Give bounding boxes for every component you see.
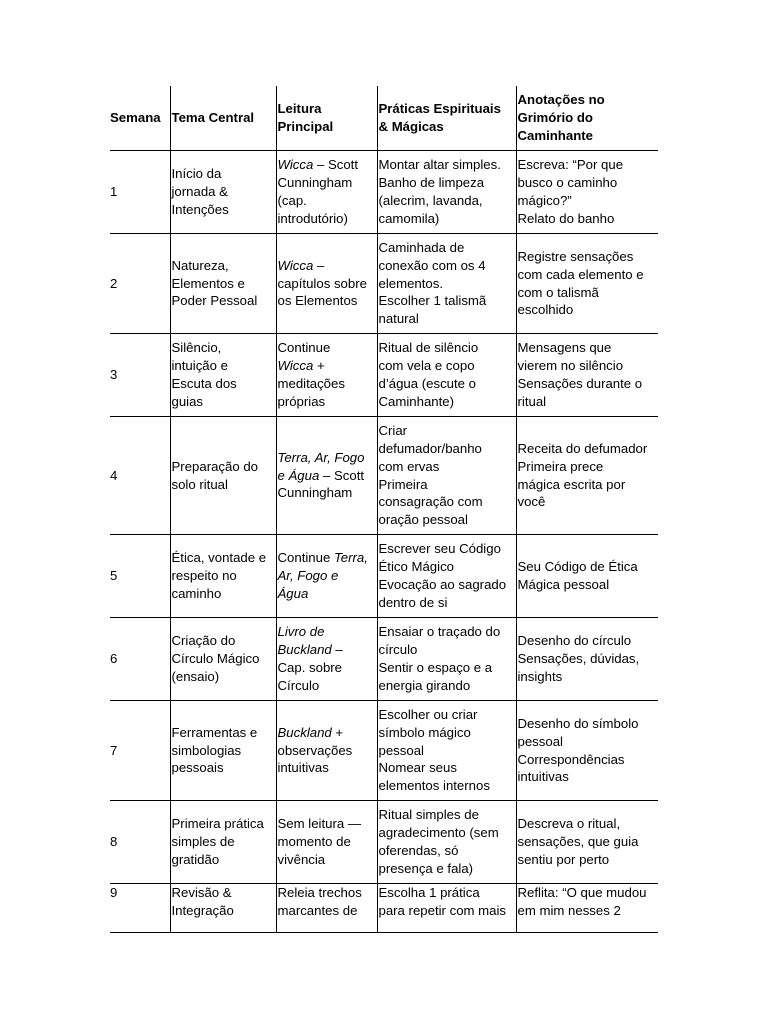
cell-anotacoes-line: Registre sensações bbox=[517, 248, 634, 264]
cell-leitura-line bbox=[278, 567, 377, 585]
reading-text: capítulos sobre bbox=[277, 275, 367, 291]
book-title-text: Ar, Fogo e bbox=[277, 568, 339, 584]
weekly-plan-table bbox=[110, 86, 658, 933]
reading-text: meditações bbox=[277, 376, 345, 391]
cell-praticas-line: Banho de limpeza bbox=[378, 175, 485, 191]
cell-leitura-line bbox=[278, 339, 377, 357]
cell-anotacoes-line: Reflita: “O que mudou bbox=[517, 885, 647, 900]
cell-anotacoes-line: Descreva o ritual, bbox=[517, 816, 621, 832]
cell-praticas-line: Ritual de silêncio bbox=[378, 340, 479, 356]
cell-leitura-line bbox=[278, 659, 377, 677]
book-title-text: Buckland bbox=[277, 724, 332, 740]
cell-tema bbox=[170, 535, 276, 618]
cell-leitura-line bbox=[278, 210, 377, 228]
cell-praticas-line: agradecimento (sem bbox=[378, 825, 499, 841]
cell-anotacoes-line: com cada elemento e bbox=[517, 266, 644, 282]
cell-praticas-line: Evocação ao sagrado bbox=[378, 577, 507, 592]
cell-anotacoes bbox=[516, 618, 658, 701]
cell-leitura-line bbox=[278, 585, 377, 603]
cell-semana: 1 bbox=[110, 151, 170, 234]
cell-leitura-line bbox=[278, 549, 377, 567]
cell-praticas-line: defumador/banho bbox=[378, 440, 482, 456]
cell-semana: 4 bbox=[110, 417, 170, 535]
cell-praticas-line: Nomear seus bbox=[378, 760, 457, 776]
cell-tema-line: guias bbox=[171, 393, 204, 409]
cell-leitura-line bbox=[278, 759, 377, 777]
cell-praticas bbox=[377, 334, 516, 417]
cell-tema-line: jornada & bbox=[171, 184, 228, 200]
cell-anotacoes bbox=[516, 334, 658, 417]
cell-praticas-line: Montar altar simples. bbox=[378, 157, 501, 173]
cell-praticas-line: d’água (escute o bbox=[378, 376, 477, 391]
book-title-text: Buckland bbox=[277, 642, 332, 658]
cell-leitura bbox=[276, 535, 377, 618]
cell-praticas bbox=[377, 801, 516, 884]
cell-praticas-line: conexão com os 4 bbox=[378, 257, 486, 273]
cell-anotacoes-line: escolhido bbox=[517, 302, 574, 318]
reading-text: Continue bbox=[277, 340, 331, 356]
reading-text: (cap. bbox=[277, 193, 307, 208]
cell-anotacoes-line: Mágica pessoal bbox=[517, 577, 610, 592]
book-title-text: e Água bbox=[277, 467, 320, 483]
header-anotacoes: Anotações no Grimório do Caminhante bbox=[516, 86, 658, 151]
cell-semana: 5 bbox=[110, 535, 170, 618]
cell-anotacoes bbox=[516, 234, 658, 334]
cell-anotacoes-line: Desenho do círculo bbox=[517, 633, 632, 649]
cell-leitura bbox=[276, 618, 377, 701]
reading-text: os Elementos bbox=[277, 293, 358, 309]
cell-tema-line: Elementos e bbox=[171, 275, 245, 291]
cell-tema bbox=[170, 701, 276, 801]
cell-praticas-line: oferendas, só bbox=[378, 843, 459, 858]
cell-tema bbox=[170, 417, 276, 535]
cell-anotacoes-line: mágico?” bbox=[517, 193, 572, 208]
reading-text: Cap. sobre bbox=[277, 660, 343, 675]
reading-text: intuitivas bbox=[277, 760, 329, 776]
cell-praticas-line: Ético Mágico bbox=[378, 559, 454, 575]
cell-anotacoes-line: Primeira prece bbox=[517, 458, 604, 474]
cell-praticas-line: camomila) bbox=[378, 210, 440, 226]
cell-leitura bbox=[276, 234, 377, 334]
cell-leitura-line bbox=[278, 357, 377, 375]
book-title-text: Wicca bbox=[277, 157, 314, 173]
cell-tema-line: simples de bbox=[171, 834, 235, 850]
cell-anotacoes-line: sentiu por perto bbox=[517, 851, 610, 867]
cell-tema-line: pessoais bbox=[171, 760, 224, 776]
cell-leitura-line bbox=[278, 275, 377, 293]
cell-praticas-line: Primeira bbox=[378, 476, 428, 492]
cell-semana: 8 bbox=[110, 801, 170, 884]
cell-anotacoes-line: mágica escrita por bbox=[517, 476, 626, 492]
cell-leitura-line bbox=[278, 724, 377, 742]
cell-tema-line: gratidão bbox=[171, 851, 220, 867]
cell-tema-line: Escuta dos bbox=[171, 376, 237, 391]
cell-anotacoes-line: pessoal bbox=[517, 733, 563, 749]
cell-praticas-line: Ritual simples de bbox=[378, 807, 479, 823]
cell-praticas-line: pessoal bbox=[378, 742, 424, 758]
cell-anotacoes-line: busco o caminho bbox=[517, 175, 618, 191]
cell-praticas-line: Caminhante) bbox=[378, 393, 454, 409]
cell-anotacoes-line: Sensações, dúvidas, bbox=[517, 651, 640, 667]
cell-leitura bbox=[276, 884, 377, 933]
cell-tema-line: Poder Pessoal bbox=[171, 293, 258, 309]
cell-tema-line: Revisão & bbox=[171, 885, 232, 900]
cell-praticas-line: Caminhada de bbox=[378, 240, 465, 255]
table-row bbox=[110, 884, 658, 933]
cell-leitura-line bbox=[278, 884, 377, 902]
header-tema: Tema Central bbox=[170, 86, 276, 151]
cell-tema-line: Início da bbox=[171, 166, 222, 182]
cell-leitura-line bbox=[278, 257, 377, 275]
cell-praticas-line: símbolo mágico bbox=[378, 724, 471, 740]
book-title-text: Terra, Ar, Fogo bbox=[277, 449, 365, 465]
cell-leitura bbox=[276, 701, 377, 801]
reading-text: Cunningham bbox=[277, 485, 353, 501]
header-leitura: Leitura Principal bbox=[276, 86, 377, 151]
reading-text: + bbox=[313, 358, 325, 374]
cell-tema bbox=[170, 618, 276, 701]
cell-tema-line: simbologias bbox=[171, 742, 242, 758]
cell-tema bbox=[170, 334, 276, 417]
cell-praticas-line: natural bbox=[378, 311, 419, 327]
cell-leitura-line bbox=[278, 833, 377, 851]
cell-leitura bbox=[276, 334, 377, 417]
cell-praticas bbox=[377, 151, 516, 234]
cell-praticas-line: Escrever seu Código bbox=[378, 541, 501, 557]
cell-tema bbox=[170, 801, 276, 884]
cell-praticas bbox=[377, 234, 516, 334]
cell-leitura-line bbox=[278, 156, 377, 174]
reading-text: Cunningham bbox=[277, 175, 353, 191]
reading-text: próprias bbox=[277, 393, 326, 409]
cell-leitura-line bbox=[278, 449, 377, 467]
reading-text: marcantes de bbox=[277, 902, 358, 918]
reading-text: Sem leitura — bbox=[277, 816, 362, 832]
cell-anotacoes-line: Correspondências bbox=[517, 751, 625, 767]
cell-tema bbox=[170, 884, 276, 933]
cell-leitura-line bbox=[278, 623, 377, 641]
reading-text: momento de bbox=[277, 834, 351, 850]
cell-leitura-line bbox=[278, 851, 377, 869]
cell-praticas-line: com vela e copo bbox=[378, 358, 475, 374]
table-header-row bbox=[110, 86, 658, 151]
cell-anotacoes-line: sensações, que guia bbox=[517, 834, 639, 850]
cell-tema-line: Círculo Mágico bbox=[171, 651, 260, 667]
cell-tema-line: (ensaio) bbox=[171, 668, 220, 684]
reading-text: Continue bbox=[277, 550, 334, 566]
table-row bbox=[110, 334, 658, 417]
cell-tema bbox=[170, 234, 276, 334]
reading-text: observações bbox=[277, 742, 353, 758]
cell-semana: 3 bbox=[110, 334, 170, 417]
cell-praticas bbox=[377, 618, 516, 701]
table-row bbox=[110, 234, 658, 334]
cell-leitura-line bbox=[278, 815, 377, 833]
cell-praticas-line: presença e fala) bbox=[378, 860, 474, 876]
cell-praticas-line: Escolher ou criar bbox=[378, 707, 478, 722]
cell-leitura-line bbox=[278, 677, 377, 695]
book-title-text: Wicca bbox=[277, 257, 314, 273]
book-title-text: Livro de bbox=[277, 624, 325, 640]
table-row bbox=[110, 801, 658, 884]
reading-text: Círculo bbox=[277, 677, 320, 693]
cell-praticas-line: consagração com bbox=[378, 494, 483, 510]
cell-praticas-line: Ensaiar o traçado do bbox=[378, 624, 501, 640]
cell-praticas-line: energia girando bbox=[378, 677, 471, 693]
table-row bbox=[110, 151, 658, 234]
cell-anotacoes-line: vierem no silêncio bbox=[517, 358, 624, 374]
cell-tema-line: caminho bbox=[171, 585, 222, 601]
cell-semana: 6 bbox=[110, 618, 170, 701]
cell-anotacoes-line: Desenho do símbolo bbox=[517, 715, 639, 731]
cell-leitura-line bbox=[278, 393, 377, 411]
cell-semana: 9 bbox=[110, 884, 170, 933]
cell-tema-line: solo ritual bbox=[171, 476, 228, 492]
cell-praticas-line: com ervas bbox=[378, 458, 440, 474]
header-semana: Semana bbox=[110, 86, 170, 151]
reading-text: – bbox=[331, 642, 343, 658]
cell-leitura-line bbox=[278, 641, 377, 659]
cell-praticas bbox=[377, 417, 516, 535]
cell-tema-line: Integração bbox=[171, 902, 234, 918]
book-title-text: Wicca bbox=[277, 358, 314, 374]
reading-text: – Scott bbox=[319, 467, 365, 483]
cell-leitura bbox=[276, 151, 377, 234]
table-row bbox=[110, 535, 658, 618]
reading-text: – bbox=[313, 257, 325, 273]
reading-text: vivência bbox=[277, 851, 326, 867]
cell-praticas bbox=[377, 701, 516, 801]
cell-leitura-line bbox=[278, 902, 377, 920]
table-row bbox=[110, 417, 658, 535]
reading-text: introdutório) bbox=[277, 210, 348, 226]
cell-tema-line: Natureza, bbox=[171, 257, 229, 273]
cell-praticas-line: elementos. bbox=[378, 275, 444, 291]
cell-tema-line: Intenções bbox=[171, 201, 229, 217]
cell-anotacoes-line: Relato do banho bbox=[517, 210, 615, 226]
cell-leitura-line bbox=[278, 174, 377, 192]
cell-praticas-line: oração pessoal bbox=[378, 512, 468, 528]
cell-anotacoes bbox=[516, 417, 658, 535]
cell-tema-line: respeito no bbox=[171, 568, 237, 584]
cell-leitura bbox=[276, 417, 377, 535]
cell-praticas-line: Sentir o espaço e a bbox=[378, 660, 493, 675]
cell-anotacoes-line: Seu Código de Ética bbox=[517, 559, 638, 575]
cell-leitura-line bbox=[278, 292, 377, 310]
cell-praticas bbox=[377, 535, 516, 618]
cell-semana: 7 bbox=[110, 701, 170, 801]
cell-anotacoes bbox=[516, 701, 658, 801]
cell-anotacoes-line: ritual bbox=[517, 393, 547, 409]
cell-semana: 2 bbox=[110, 234, 170, 334]
cell-leitura-line bbox=[278, 742, 377, 760]
book-title-text: Água bbox=[277, 585, 309, 601]
cell-tema-line: Preparação do bbox=[171, 458, 259, 474]
cell-praticas-line: círculo bbox=[378, 642, 418, 658]
cell-anotacoes-line: você bbox=[517, 494, 546, 510]
cell-anotacoes-line: insights bbox=[517, 668, 563, 684]
cell-leitura-line bbox=[278, 192, 377, 210]
cell-anotacoes-line: intuitivas bbox=[517, 769, 569, 785]
cell-anotacoes-line: Sensações durante o bbox=[517, 376, 643, 391]
cell-tema bbox=[170, 151, 276, 234]
cell-anotacoes bbox=[516, 801, 658, 884]
table-body bbox=[110, 151, 658, 933]
cell-praticas bbox=[377, 884, 516, 933]
cell-praticas-line: (alecrim, lavanda, bbox=[378, 193, 483, 208]
cell-anotacoes bbox=[516, 884, 658, 933]
table-row bbox=[110, 701, 658, 801]
cell-leitura-line bbox=[278, 375, 377, 393]
table-row bbox=[110, 618, 658, 701]
cell-praticas-line: Criar bbox=[378, 423, 408, 439]
cell-tema-line: Criação do bbox=[171, 633, 236, 649]
cell-leitura-line bbox=[278, 467, 377, 485]
cell-leitura bbox=[276, 801, 377, 884]
cell-tema-line: intuição e bbox=[171, 358, 228, 374]
header-praticas: Práticas Espirituais & Mágicas bbox=[377, 86, 516, 151]
book-title-text: Terra, bbox=[333, 550, 368, 566]
reading-text: Releia trechos bbox=[277, 885, 362, 900]
cell-tema-line: Silêncio, bbox=[171, 340, 222, 356]
cell-tema-line: Ética, vontade e bbox=[171, 550, 267, 566]
cell-praticas-line: dentro de si bbox=[378, 594, 448, 610]
reading-text: – Scott bbox=[313, 157, 359, 173]
cell-praticas-line: para repetir com mais bbox=[378, 902, 507, 918]
cell-praticas-line: Escolha 1 prática bbox=[378, 885, 480, 900]
cell-anotacoes-line: Escreva: “Por que bbox=[517, 157, 624, 173]
cell-tema-line: Primeira prática bbox=[171, 816, 264, 832]
cell-praticas-line: elementos internos bbox=[378, 778, 490, 794]
cell-anotacoes-line: com o talismã bbox=[517, 284, 599, 300]
cell-anotacoes-line: Mensagens que bbox=[517, 340, 612, 356]
cell-tema-line: Ferramentas e bbox=[171, 724, 258, 740]
cell-anotacoes-line: em mim nesses 2 bbox=[517, 902, 621, 918]
cell-praticas-line: Escolher 1 talismã bbox=[378, 293, 487, 309]
cell-leitura-line bbox=[278, 484, 377, 502]
cell-anotacoes-line: Receita do defumador bbox=[517, 440, 648, 456]
reading-text: + bbox=[331, 724, 344, 740]
cell-anotacoes bbox=[516, 151, 658, 234]
cell-anotacoes bbox=[516, 535, 658, 618]
